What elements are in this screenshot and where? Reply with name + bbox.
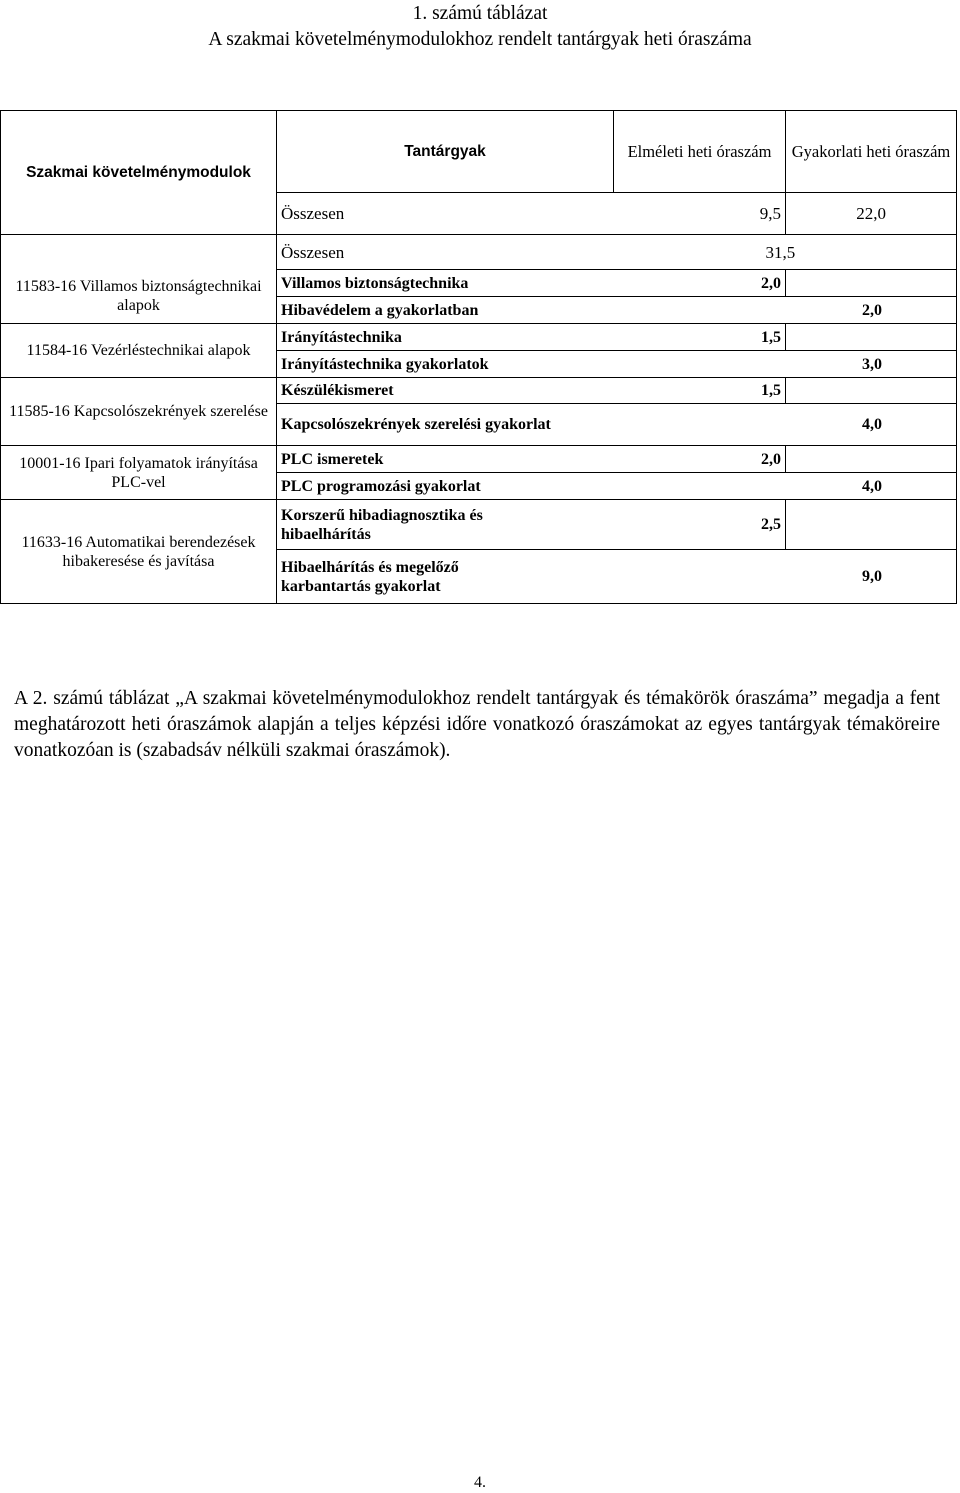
grand-total-label: Összesen [277,235,614,270]
table-caption-number: 1. számú táblázat [412,3,548,24]
subject-name: Hibaelhárítás és megelőző karbantartás gyakorlat [277,550,614,604]
subject-practice: 2,0 [614,297,957,324]
header-modules: Szakmai követelménymodulok [1,111,277,235]
total-theory: 9,5 [614,193,786,235]
module-name: 11633-16 Automatikai berendezések hibakeresése és javítása [1,500,277,604]
table-caption-title: A szakmai követelménymodulokhoz rendelt tantárgyak heti óraszáma [208,29,752,50]
module-name: 11585-16 Kapcsolószekrények szerelése [1,378,277,446]
subject-theory: 2,5 [614,500,786,550]
blank-cell [1,235,277,270]
total-practice: 22,0 [786,193,957,235]
subject-theory: 1,5 [614,378,786,404]
subject-name: PLC ismeretek [277,446,614,473]
explanatory-paragraph: A 2. számú táblázat „A szakmai követelménymodulokhoz rendelt tantárgyak és témakörök óraszáma” megadja a fent meghatározott heti óraszámok alapján a teljes képzési időre vonatkozó óraszámokat az egyes tantárgyak témaköreire vonatkozóan is (szabadsáv nélküli szakmai óraszámok). [14,688,940,761]
subject-practice [786,500,957,550]
subject-practice [786,324,957,351]
subject-practice [786,270,957,297]
subject-practice [786,378,957,404]
subject-theory: 2,0 [614,446,786,473]
subject-name: Villamos biztonságtechnika [277,270,614,297]
weekly-hours-table [0,110,957,604]
subject-name: Kapcsolószekrények szerelési gyakorlat [277,404,614,446]
subject-theory: 1,5 [614,324,786,351]
subject-name: Irányítástechnika [277,324,614,351]
grand-total-value: 31,5 [614,235,957,270]
subject-name: PLC programozási gyakorlat [277,473,614,500]
subject-name: Hibavédelem a gyakorlatban [277,297,614,324]
module-name: 11583-16 Villamos biztonságtechnikai alapok [1,270,277,324]
page-number: 4. [474,1474,486,1491]
subject-practice: 9,0 [614,550,957,604]
module-name: 11584-16 Vezérléstechnikai alapok [1,324,277,378]
module-name: 10001-16 Ipari folyamatok irányítása PLC-vel [1,446,277,500]
subject-name: Irányítástechnika gyakorlatok [277,351,614,378]
header-subjects: Tantárgyak [277,111,614,193]
header-theory-hours: Elméleti heti óraszám [614,111,786,193]
subject-practice [786,446,957,473]
subject-name: Készülékismeret [277,378,614,404]
subject-name: Korszerű hibadiagnosztika és hibaelhárítás [277,500,614,550]
subject-practice: 4,0 [614,404,957,446]
subject-practice: 3,0 [614,351,957,378]
subject-practice: 4,0 [614,473,957,500]
total-label: Összesen [277,193,614,235]
subject-theory: 2,0 [614,270,786,297]
header-practice-hours: Gyakorlati heti óraszám [786,111,957,193]
